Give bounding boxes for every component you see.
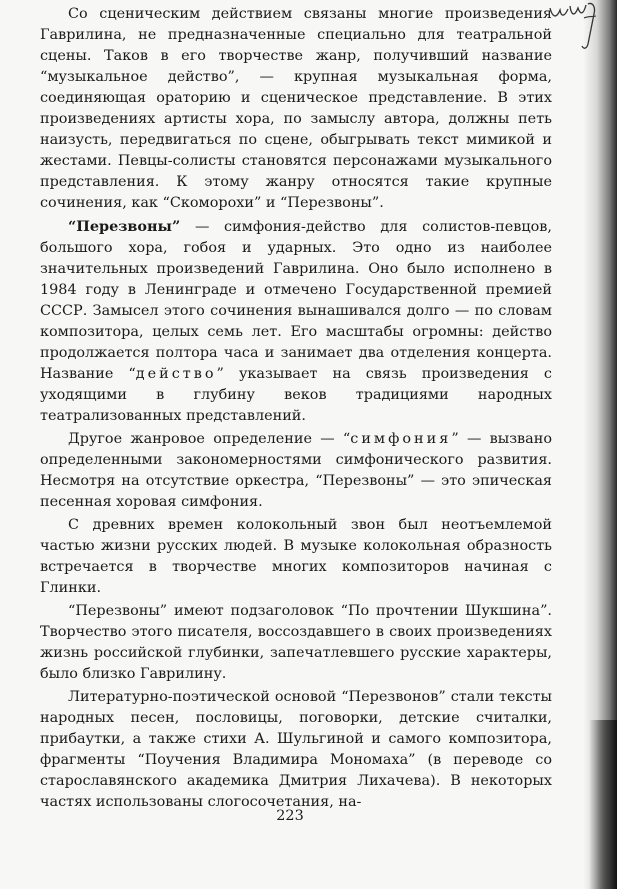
paragraph-1 xyxy=(40,4,552,214)
paragraph-text: — симфония-действо для солистов-певцов, большого хора, гобоя и ударных. Это одно из наиболее значительных произведений Гаврилина. Оно было исполнено в 1984 году в Ленинграде и отмечено Государственной премией СССР. Замысел этого сочинения вынашивался долго — по словам композитора, целых семь лет. Его масштабы огромны: действо продолжается полтора часа и занимает два отделения концерта. Название “ xyxy=(40,219,552,382)
page-number: 223 xyxy=(276,808,304,824)
bold-lead: “Перезвоны” xyxy=(68,218,181,235)
paragraph-text: Другое жанровое определение — “ xyxy=(68,431,351,447)
page-binding-shadow-lower xyxy=(589,720,617,889)
spaced-term: симфония xyxy=(350,431,452,447)
paragraph-5 xyxy=(40,601,552,685)
paragraph-text: ” указывает на связь произведения с уходящими в глубину веков традициями народных театрализованных представлений. xyxy=(40,366,552,424)
paragraph-6 xyxy=(40,687,552,813)
paragraph-text: Литературно-поэтической основой “Перезвонов” стали тексты народных песен, пословицы, поговорки, детские считалки, прибаутки, а также стихи А. Шульгиной и самого композитора, фрагменты “Поучения Владимира Мономаха” (в переводе со старославянского академика Дмитрия Лихачева). В некоторых частях использованы слогосочетания, на- xyxy=(40,689,552,810)
paragraph-text: ” — вызвано определенными закономерностями симфонического развития. Несмотря на отсутствие оркестра, “Перезвоны” — это эпическая песенная хоровая симфония. xyxy=(40,431,552,510)
body-text xyxy=(40,4,552,813)
paragraph-text: С древних времен колокольный звон был неотъемлемой частью жизни русских людей. В музыке колокольная образность встречается в творчестве многих композиторов начиная с Глинки. xyxy=(40,517,552,596)
paragraph-text: Со сценическим действием связаны многие произведения Гаврилина, не предназначенные специально для театральной сцены. Таков в его творчестве жанр, получивший название “музыкальное действо”, — крупная музыкальная форма, соединяющая ораторию и сценическое представление. В этих произведениях артисты хора, по замыслу автора, должны петь наизусть, передвигаться по сцене, обыгрывать текст мимикой и жестами. Певцы-солисты становятся персонажами музыкального представления. К этому жанру относятся такие крупные сочинения, как “Скоморохи” и “Перезвоны”. xyxy=(40,6,552,211)
handwritten-mark xyxy=(544,0,604,52)
spaced-term: действо xyxy=(135,366,217,382)
paragraph-text: “Перезвоны” имеют подзаголовок “По прочтении Шукшина”. Творчество этого писателя, воссоздавшего в своих произведениях жизнь российской глубинки, запечатлевшего русские характеры, было близко Гаврилину. xyxy=(40,603,552,682)
paragraph-3 xyxy=(40,429,552,513)
paragraph-2 xyxy=(40,216,552,427)
paragraph-4 xyxy=(40,515,552,599)
